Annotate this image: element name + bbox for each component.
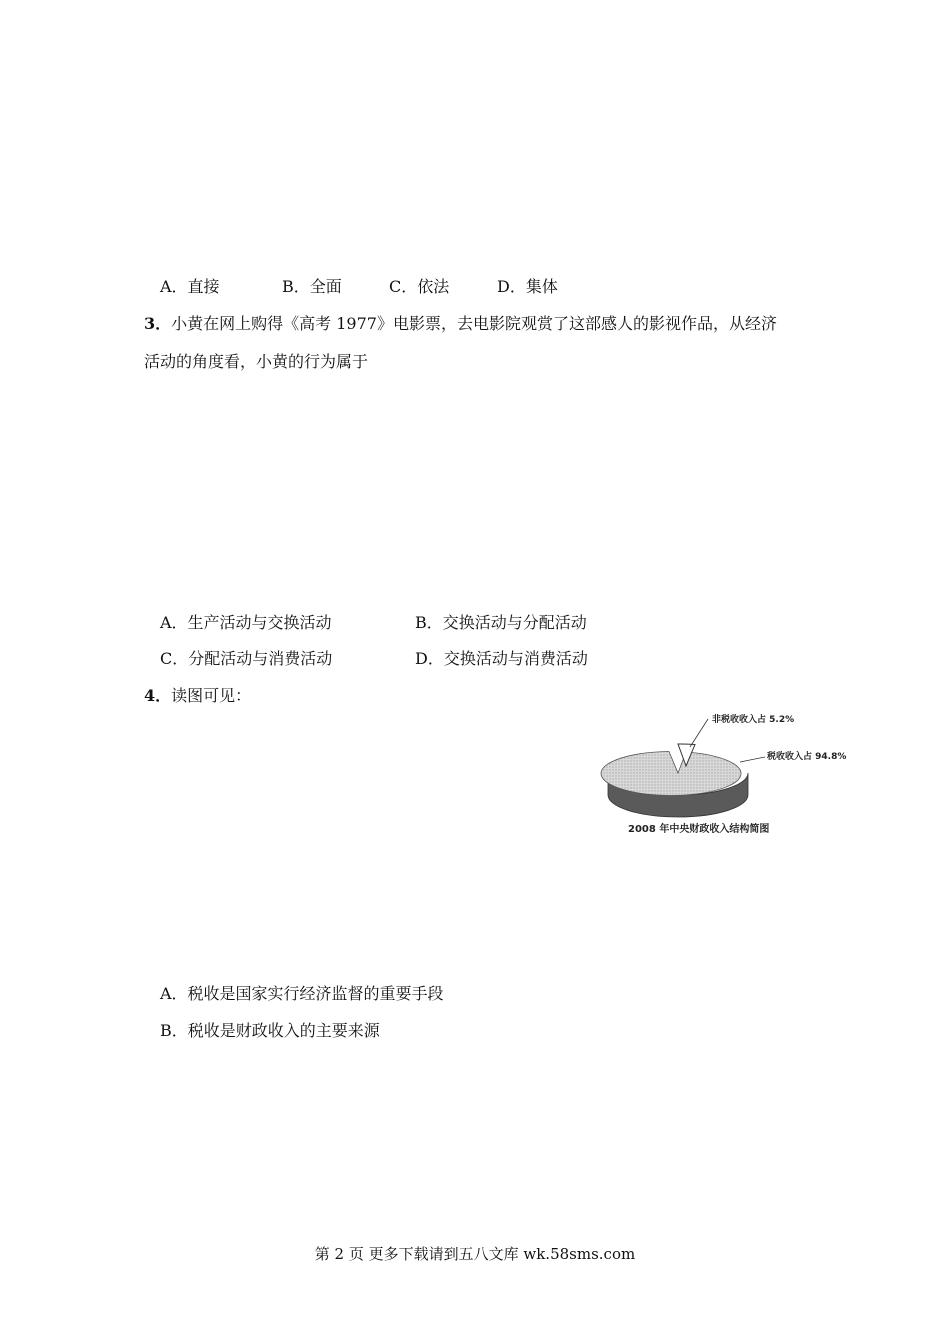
- q3-text-line1: 小黄在网上购得《高考 1977》电影票，去电影院观赏了这部感人的影视作品，从经济: [171, 314, 777, 333]
- pie-slice-tax: [601, 752, 741, 796]
- label-tax: 税收收入占 94.8%: [767, 752, 847, 762]
- q3-option-a: A．生产活动与交换活动: [160, 613, 332, 632]
- q3-option-b: B．交换活动与分配活动: [415, 613, 587, 632]
- q4-number: 4．: [144, 686, 172, 705]
- q4-option-b: B．税收是财政收入的主要来源: [160, 1021, 380, 1040]
- q3-stem-line1: [144, 313, 777, 335]
- q3-option-c: C．分配活动与消费活动: [160, 649, 333, 668]
- q2-option-b: B．全面: [282, 277, 342, 296]
- q3-option-d: D．交换活动与消费活动: [415, 649, 588, 668]
- leader-line-tax: [740, 757, 765, 762]
- chart-title: 2008 年中央财政收入结构简图: [628, 824, 770, 835]
- q4-option-a: A．税收是国家实行经济监督的重要手段: [160, 984, 444, 1003]
- q4-stem: [144, 685, 251, 707]
- q3-number: 3．: [144, 314, 172, 333]
- pie-chart: [600, 700, 870, 860]
- page-footer: 第 2 页 更多下载请到五八文库 wk.58sms.com: [314, 1245, 636, 1263]
- q3-stem-line2: 活动的角度看，小黄的行为属于: [144, 352, 369, 371]
- q2-option-c: C．依法: [389, 277, 450, 296]
- q2-option-a: A．直接: [160, 277, 220, 296]
- leader-line-nontax: [690, 719, 708, 747]
- q4-text: 读图可见：: [171, 686, 252, 705]
- label-nontax: 非税收收入占 5.2%: [712, 715, 795, 725]
- q2-option-d: D．集体: [497, 277, 558, 296]
